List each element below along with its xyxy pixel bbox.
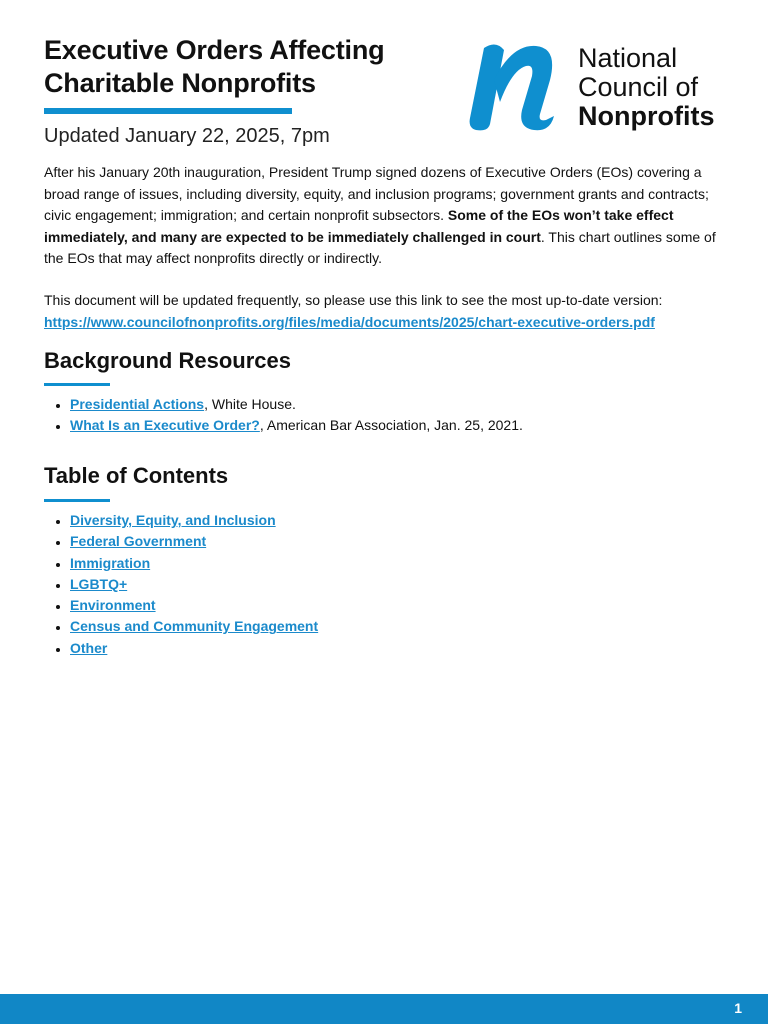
title-underline (44, 108, 292, 114)
intro-text-2: . This chart outlines some of the EOs that may affect nonprofits directly or indirectly. (44, 228, 716, 266)
list-item-suffix: , American Bar Association, Jan. 25, 2021. (259, 417, 523, 434)
list-item (70, 638, 318, 659)
logo-line-1: National (578, 43, 678, 73)
list-item (70, 574, 318, 595)
list-item (70, 394, 523, 415)
list-item-suffix: , White House. (204, 396, 296, 412)
toc-link-other[interactable]: Other (70, 639, 108, 656)
logo-line-2: Council of (578, 72, 699, 102)
toc-link-census[interactable]: Census and Community Engagement (70, 618, 319, 635)
footer-bar (0, 994, 768, 1024)
background-resources-heading: Background Resources (44, 348, 291, 373)
title-line-1: Executive Orders Affecting (44, 35, 385, 65)
toc-link-lgbtq[interactable]: LGBTQ+ (70, 575, 128, 592)
intro-bold-text: Some of the EOs won’t take effect immediately, and many are expected to be immediately challenged in court (44, 207, 674, 245)
presidential-actions-link[interactable]: Presidential Actions (70, 396, 205, 412)
logo-n-mark-icon (464, 40, 564, 136)
updated-date: Updated January 22, 2025, 7pm (44, 125, 330, 147)
toc-heading-underline (44, 499, 110, 502)
intro-text-1: After his January 20th inauguration, President Trump signed dozens of Executive Orders (EOs) covering a broad range of issues, including diversity, equity, and inclusion programs; government grants and contracts; civic engagement; immigration; and certain nonprofit subsectors. (44, 164, 709, 223)
what-is-executive-order-link[interactable]: What Is an Executive Order? (70, 417, 260, 434)
list-item (70, 553, 318, 574)
list-item (70, 510, 318, 531)
logo-wordmark (578, 44, 728, 131)
list-item (70, 415, 523, 436)
toc-link-immigration[interactable]: Immigration (70, 554, 151, 571)
toc-link-federal-government[interactable]: Federal Government (70, 533, 207, 550)
logo-line-3: Nonprofits (578, 101, 715, 131)
toc-link-environment[interactable]: Environment (70, 597, 156, 614)
table-of-contents-list (44, 510, 318, 659)
list-item (70, 595, 318, 616)
update-note-paragraph (44, 290, 734, 333)
background-resources-list (44, 394, 523, 437)
table-of-contents-heading: Table of Contents (44, 463, 229, 488)
title-line-2: Charitable Nonprofits (44, 68, 316, 98)
document-url-link[interactable]: https://www.councilofnonprofits.org/files/media/documents/2025/chart-executive-orders.pdf (44, 313, 655, 330)
list-item (70, 616, 318, 637)
document-title (44, 34, 444, 100)
toc-link-dei[interactable]: Diversity, Equity, and Inclusion (70, 512, 276, 528)
update-note-text: This document will be updated frequently, so please use this link to see the most up-to-date version: (44, 292, 663, 308)
intro-paragraph (44, 162, 734, 270)
national-council-of-nonprofits-logo (464, 40, 728, 136)
list-item (70, 531, 318, 552)
page-number: 1 (734, 1000, 742, 1016)
background-heading-underline (44, 383, 110, 386)
